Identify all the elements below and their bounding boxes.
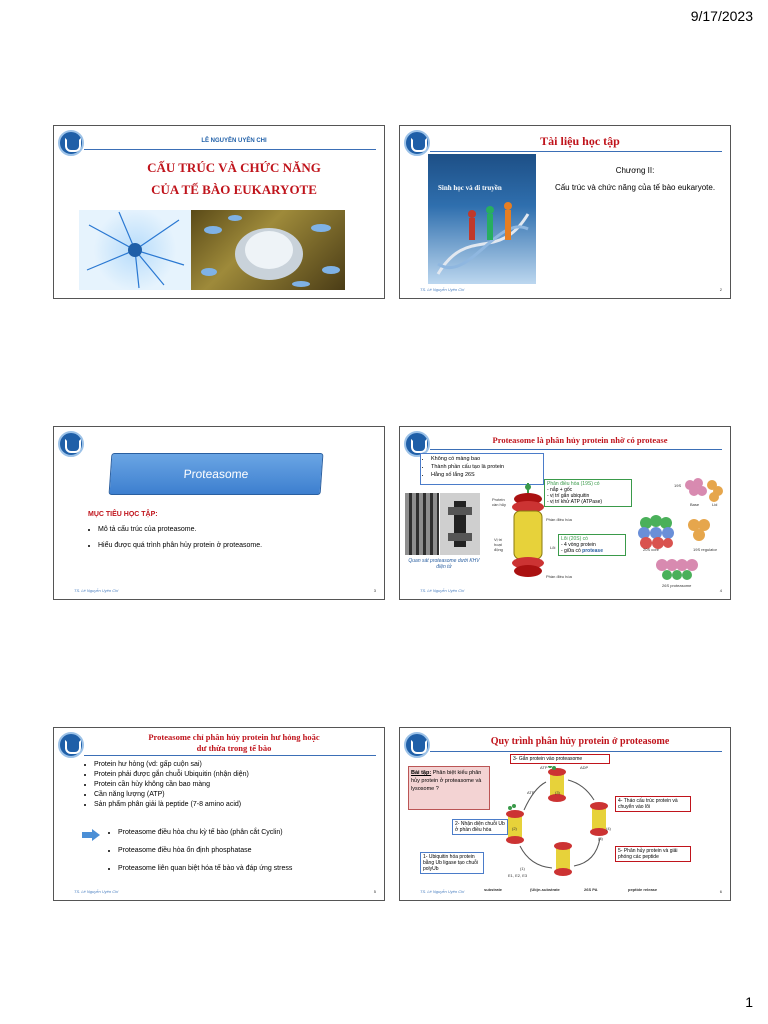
title-underline (430, 151, 722, 152)
slide-1-author: LÊ NGUYỄN UYÊN CHI (201, 138, 267, 144)
step-4-box: 4- Tháo cấu trúc protein và chuyển vào lõi (615, 796, 691, 812)
university-logo (58, 732, 84, 758)
label-step-2-marker: (2) (512, 826, 517, 831)
proteasome-3d-model (632, 471, 728, 591)
slide-footer: TS. Lê Nguyễn Uyên Chi (74, 588, 119, 593)
proteasome-diagram (508, 481, 548, 585)
chapter-label: Chương II: (615, 166, 655, 175)
label-lid: Lid (712, 502, 718, 507)
em-micrograph-2 (440, 493, 480, 555)
slide-1-title-line2: CỦA TẾ BÀO EUKARYOTE (151, 182, 317, 197)
proteasome-banner: Proteasome (109, 453, 324, 495)
core-info-box (558, 534, 626, 556)
property-item: • Protein hư hỏng (vd: gấp cuộn sai) (94, 760, 384, 770)
function-item: • Proteasome điều hòa chu kỳ tế bào (phân cắt Cyclin) (118, 828, 385, 838)
bullet-item: • Không có màng bao (431, 455, 543, 463)
university-logo (404, 130, 430, 156)
title-underline (84, 755, 376, 756)
regulatory-line: - vị trí khử ATP (ATPase) (547, 499, 603, 505)
core-line: - 4 vòng protein (561, 542, 596, 548)
label-step-3-marker: (3) (555, 790, 560, 795)
slide-5-title-line2: dư thừa trong tế bào (196, 743, 272, 753)
regulatory-info-box (544, 479, 632, 507)
slide-2 (399, 125, 731, 299)
slide-footer: TS. Lê Nguyễn Uyên Chi (74, 889, 119, 894)
objectives-list (86, 525, 368, 551)
slide-number: 3 (373, 588, 376, 593)
slide-number: 5 (373, 889, 376, 894)
core-line: Lõi (20S) có (561, 536, 588, 542)
label-regulatory-bottom: Phần điều hòa (546, 574, 572, 579)
label-step-1-marker: (1) (520, 866, 525, 871)
degradation-cycle-diagram (500, 766, 620, 886)
title-underline (430, 449, 722, 450)
slide-number: 4 (719, 588, 722, 593)
page-number: 1 (745, 994, 753, 1010)
neuron-image (79, 210, 191, 290)
label-regulatory-top: Phần điều hòa (546, 517, 572, 522)
label-core: Lõi (550, 545, 556, 550)
textbook-title: Sinh học và di truyền (438, 184, 502, 192)
cell-image (191, 210, 345, 290)
em-caption: Quan sát proteasome dưới KHV điện tử (408, 558, 480, 570)
exercise-label: Bài tập: (411, 770, 432, 776)
label-adp-1: ADP (580, 765, 589, 770)
chapter-description: Cấu trúc và chức năng của tế bào eukaryote. (554, 183, 716, 192)
property-item: • Protein cần hủy không cần bao màng (94, 780, 384, 790)
property-item: • Protein phải được gắn chuỗi Ubiquitin (nhận diện) (94, 770, 384, 780)
arrow-icon (82, 829, 100, 841)
properties-list (82, 760, 384, 810)
title-underline (84, 149, 376, 150)
slide-5 (53, 727, 385, 901)
step-2-box: 2- Nhận diện chuỗi Ub ở phần điều hòa (452, 819, 508, 835)
regulatory-line: - vị trí gắn ubiquitin (547, 493, 590, 499)
slide-4-title: Proteasome là phân hủy protein nhờ có protease (492, 435, 668, 445)
step-5-box: 5- Phân hủy protein và giải phóng các peptide (615, 846, 691, 862)
label-peptide-release: peptide release (628, 887, 658, 892)
label-active-site: Vị trí hoạt động (494, 537, 503, 552)
label-protein: Protein cần hủy (492, 497, 507, 507)
label-atp-2: ATP (527, 790, 535, 795)
slide-5-title-line1: Proteasome chỉ phân hủy protein hư hỏng hoặc (148, 732, 320, 742)
label-26s-proteasome: 26S proteasome (662, 583, 692, 588)
step-3-box: 3- Gắn protein vào proteasome (510, 754, 610, 764)
label-step-5-marker: (5) (598, 836, 603, 841)
objectives-title: MỤC TIÊU HỌC TẬP: (88, 511, 158, 518)
property-item: • Sản phẩm phân giải là peptide (7-8 amino acid) (94, 800, 384, 810)
label-base: Base (690, 502, 700, 507)
label-e123: E1, E2, E3 (508, 873, 528, 878)
slide-footer: TS. Lê Nguyễn Uyên Chi (420, 588, 465, 593)
label-substrate: substrate (484, 887, 503, 892)
slide-number: 6 (719, 889, 722, 894)
label-step-4-marker: (4) (606, 826, 611, 831)
objective-item: • Mô tả cấu trúc của proteasome. (98, 525, 368, 535)
function-item: • Proteasome liên quan biệt hóa tế bào và đáp ứng stress (118, 864, 385, 874)
label-ub-substrate: (Ub)n-substrate (530, 887, 560, 892)
title-underline (430, 751, 722, 752)
slide-6-title: Quy trình phân hủy protein ở proteasome (490, 736, 670, 747)
objective-item: • Hiểu được quá trình phân hủy protein ở proteasome. (98, 541, 368, 551)
bullet-item: • Hằng số lắng 26S (431, 471, 543, 479)
protease-highlight: protease (582, 548, 603, 554)
regulatory-line: - nắp + gốc (547, 487, 573, 493)
slide-number: 2 (719, 287, 722, 292)
label-26s-pa: 26S PA (584, 887, 598, 892)
core-line (561, 548, 623, 554)
exercise-text: Phân biệt kiểu phân hủy protein ở proteasome và lysosome ? (411, 770, 482, 792)
property-item: • Cần năng lượng (ATP) (94, 790, 384, 800)
exercise-box (408, 766, 490, 810)
label-19s-regulator: 19S regulator (693, 547, 718, 552)
slide-6 (399, 727, 731, 901)
regulatory-line: Phân điều hòa (19S) có (547, 481, 600, 487)
university-logo (58, 431, 84, 457)
functions-list (106, 828, 385, 874)
em-micrograph-1 (405, 493, 439, 555)
print-date: 9/17/2023 (690, 8, 753, 24)
university-logo (404, 732, 430, 758)
step-1-box: 1- Ubiquitin hóa protein bằng Ub ligase tạo chuỗi polyUb (420, 852, 484, 874)
slide-1-title-line1: CẤU TRÚC VÀ CHỨC NĂNG (147, 160, 321, 175)
label-19s: 19S (674, 483, 682, 488)
slide-1 (53, 125, 385, 299)
function-item: • Proteasome điều hòa ổn định phosphatase (118, 846, 385, 856)
label-20s-core: 20S core (643, 547, 660, 552)
slide-4 (399, 426, 731, 600)
slide-footer: TS. Lê Nguyễn Uyên Chi (420, 889, 465, 894)
label-atp-1: ATP (540, 765, 548, 770)
slide-3 (53, 426, 385, 600)
slide-2-title: Tài liệu học tập (540, 134, 620, 148)
core-line-text: - giữa có (561, 548, 583, 554)
textbook-cover (428, 154, 536, 284)
bullet-item: • Thành phần cấu tạo là protein (431, 463, 543, 471)
slide-footer: TS. Lê Nguyễn Uyên Chi (420, 287, 465, 292)
